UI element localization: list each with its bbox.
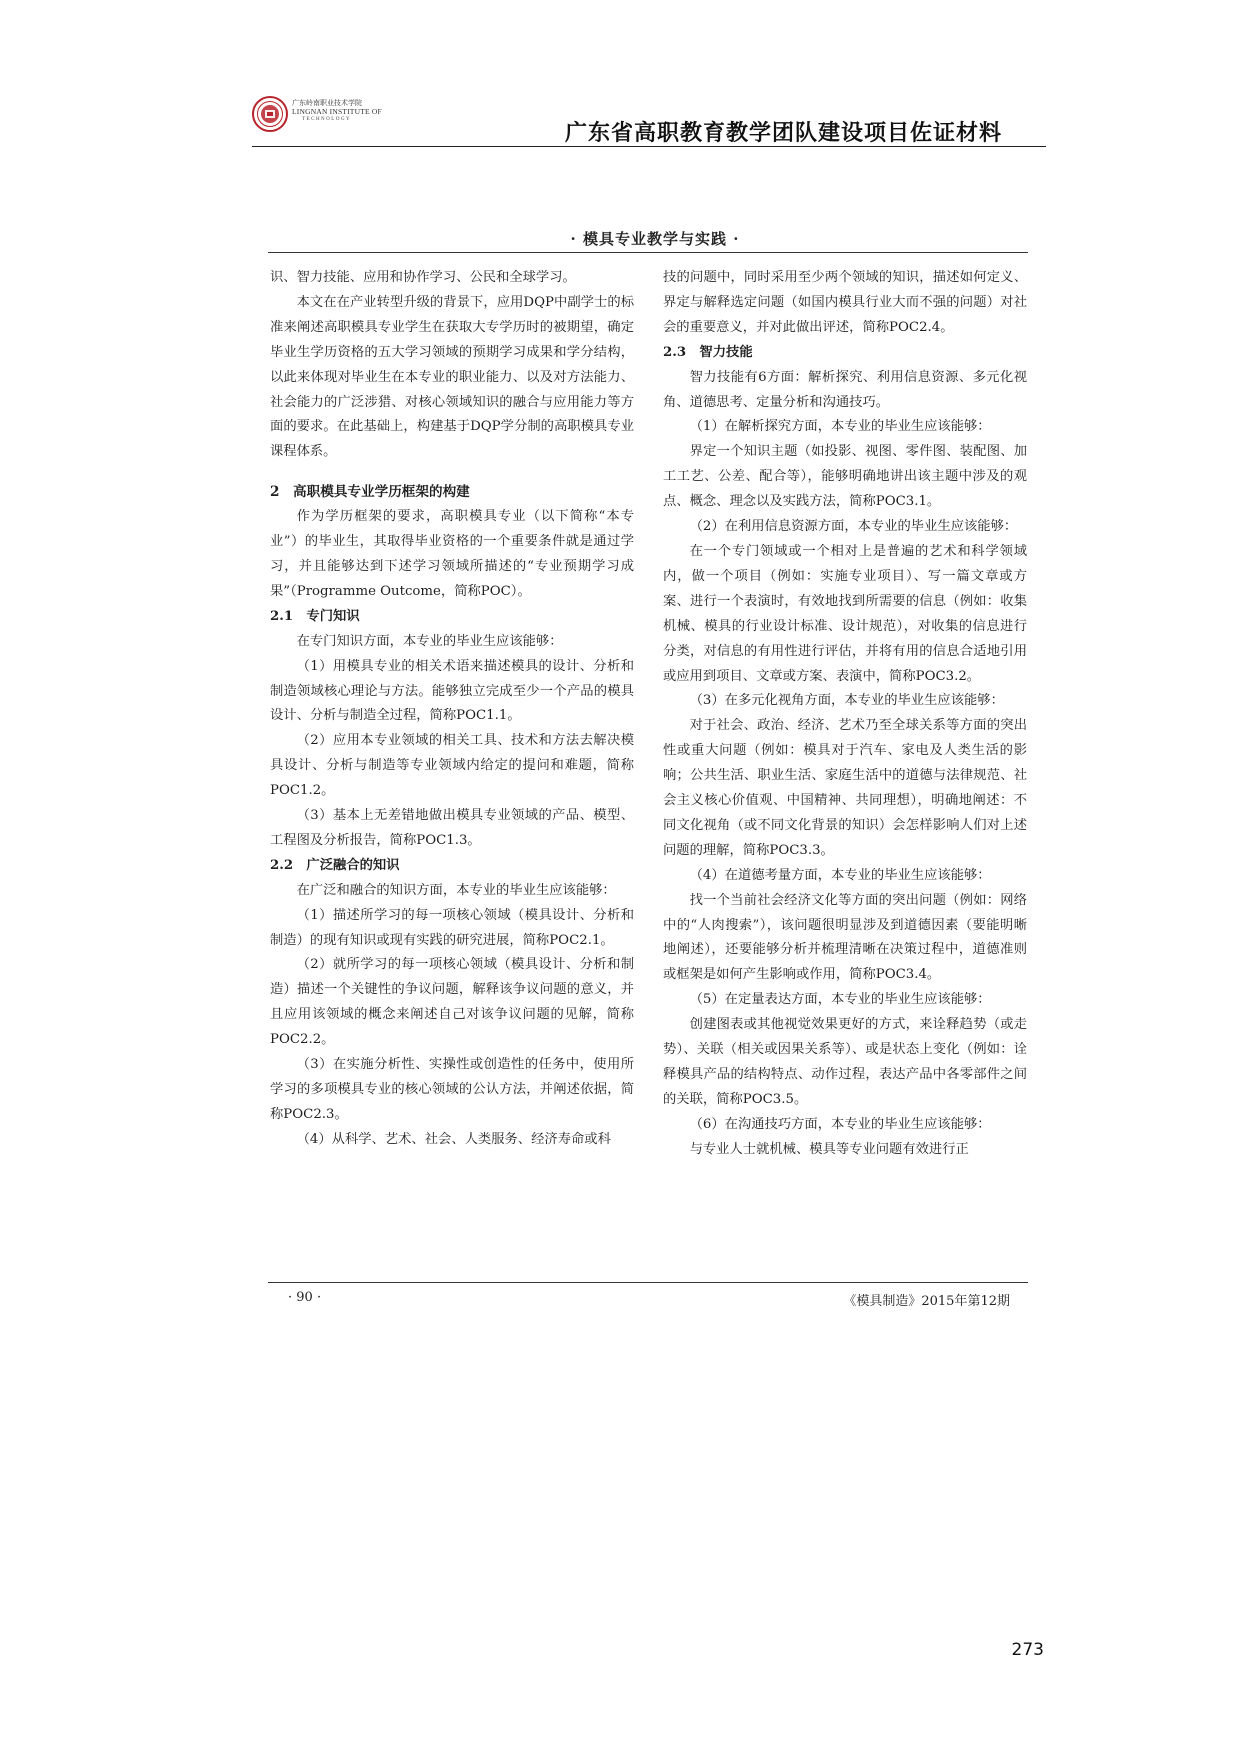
section-heading: 2 高职模具专业学历框架的构建	[270, 484, 470, 501]
paragraph: 作为学历框架的要求，高职模具专业（以下简称“本专业”）的毕业生，其取得毕业资格的一个重要条件就是通过学习，并且能够达到下述学习领域所描述的“专业预期学习成果”（Programme Outcome，简称POC）。	[270, 509, 634, 599]
subsection-heading: 2.1 专门知识	[270, 608, 360, 624]
journal-issue: 《模具制造》2015年第12期	[843, 1294, 1010, 1309]
paragraph: （2）在利用信息资源方面，本专业的毕业生应该能够：	[689, 519, 1018, 535]
paragraph: （1）在解析探究方面，本专业的毕业生应该能够：	[689, 419, 991, 435]
paragraph: 创建图表或其他视觉效果更好的方式，来诠释趋势（或走势）、关联（相关或因果关系等）、或是状态上变化（例如：诠释模具产品的结构特点、动作过程，表达产品中各零部件之间的关联，简称POC3.5。	[663, 1017, 1027, 1107]
institution-logo	[252, 96, 402, 136]
top-divider	[268, 252, 1028, 253]
paragraph: （2）就所学习的每一项核心领域（模具设计、分析和制造）描述一个关键性的争议问题，解释该争议问题的意义，并且应用该领域的概念来阐述自己对该争议问题的见解，简称POC2.2。	[270, 957, 634, 1048]
paragraph: 技的问题中，同时采用至少两个领域的知识，描述如何定义、界定与解释选定问题（如国内模具行业大而不强的问题）对社会的重要意义，并对此做出评述，简称POC2.4。	[663, 270, 1027, 335]
paragraph: （3）基本上无差错地做出模具专业领域的产品、模型、工程图及分析报告，简称POC1.3。	[270, 808, 634, 848]
institution-name-en-2: TECHNOLOGY	[302, 117, 352, 122]
left-column	[270, 266, 634, 1153]
paragraph: （6）在沟通技巧方面，本专业的毕业生应该能够：	[689, 1116, 991, 1132]
paragraph: 本文在在产业转型升级的背景下，应用DQP中副学士的标准来阐述高职模具专业学生在获取大专学历时的被期望，确定毕业生学历资格的五大学习领域的预期学习成果和学分结构，以此来体现对毕业生在本专业的职业能力、以及对方法能力、社会能力的广泛涉猎、对核心领域知识的融合与应用能力等方面的要求。在此基础上，构建基于DQP学分制的高职模具专业课程体系。	[270, 294, 634, 460]
document-header-title: 广东省高职教育教学团队建设项目佐证材料	[564, 121, 1002, 146]
paragraph: （3）在实施分析性、实操性或创造性的任务中，使用所学习的多项模具专业的核心领域的公认方法，并阐述依据，简称POC2.3。	[270, 1057, 634, 1122]
section-title: · 模具专业教学与实践 ·	[570, 230, 740, 248]
seal-icon	[252, 96, 288, 132]
bottom-divider	[268, 1282, 1028, 1283]
paragraph: 在广泛和融合的知识方面，本专业的毕业生应该能够：	[296, 882, 616, 898]
paragraph: （1）描述所学习的每一项核心领域（模具设计、分析和制造）的现有知识或现有实践的研究进展，简称POC2.1。	[270, 907, 634, 948]
paragraph: 在专门知识方面，本专业的毕业生应该能够：	[296, 633, 563, 649]
paragraph: （4）从科学、艺术、社会、人类服务、经济寿命或科	[296, 1131, 611, 1147]
paragraph: （3）在多元化视角方面，本专业的毕业生应该能够：	[689, 693, 1004, 709]
paragraph: 找一个当前社会经济文化等方面的突出问题（例如：网络中的“人肉搜索”），该问题很明显涉及到道德因素（要能明晰地阐述），还要能够分析并梳理清晰在决策过程中，道德准则或框架是如何产生影响或作用，简称POC3.4。	[663, 892, 1027, 983]
journal-page-number: · 90 ·	[288, 1290, 322, 1305]
paragraph: （2）应用本专业领域的相关工具、技术和方法去解决模具设计、分析与制造等专业领域内给定的提问和难题，简称POC1.2。	[270, 733, 634, 799]
paragraph: 界定一个知识主题（如投影、视图、零件图、装配图、加工工艺、公差、配合等），能够明确地讲出该主题中涉及的观点、概念、理念以及实践方法，简称POC3.1。	[663, 444, 1027, 510]
right-column	[663, 266, 1027, 1163]
paragraph: 与专业人士就机械、模具等专业问题有效进行正	[689, 1141, 969, 1157]
paragraph: 识、智力技能、应用和协作学习、公民和全球学习。	[270, 270, 576, 285]
paragraph: 对于社会、政治、经济、艺术乃至全球关系等方面的突出性或重大问题（例如：模具对于汽车、家电及人类生活的影响；公共生活、职业生活、家庭生活中的道德与法律规范、社会主义核心价值观、中国精神、共同理想），明确地阐述：不同文化视角（或不同文化背景的知识）会怎样影响人们对上述问题的理解，简称POC3.3。	[663, 718, 1027, 858]
header-divider	[252, 146, 1046, 147]
institution-name-en: LINGNAN INSTITUTE OF	[292, 107, 382, 116]
paragraph: （5）在定量表达方面，本专业的毕业生应该能够：	[689, 992, 991, 1008]
document-page-number: 273	[1011, 1640, 1044, 1660]
subsection-heading: 2.3 智力技能	[663, 344, 753, 360]
paragraph: 智力技能有6方面：解析探究、利用信息资源、多元化视角、道德思考、定量分析和沟通技巧。	[663, 369, 1027, 410]
subsection-heading: 2.2 广泛融合的知识	[270, 857, 400, 873]
paragraph: （1）用模具专业的相关术语来描述模具的设计、分析和制造领域核心理论与方法。能够独立完成至少一个产品的模具设计、分析与制造全过程，简称POC1.1。	[270, 658, 634, 724]
paragraph: （4）在道德考量方面，本专业的毕业生应该能够：	[689, 867, 991, 883]
paragraph: 在一个专门领域或一个相对上是普遍的艺术和科学领域内，做一个项目（例如：实施专业项目）、写一篇文章或方案、进行一个表演时，有效地找到所需要的信息（例如：收集机械、模具的行业设计标准、设计规范），对收集的信息进行分类，对信息的有用性进行评估，并将有用的信息合适地引用或应用到项目、文章或方案、表演中，简称POC3.2。	[663, 543, 1027, 684]
institution-name-cn: 广东岭南职业技术学院	[292, 99, 362, 107]
